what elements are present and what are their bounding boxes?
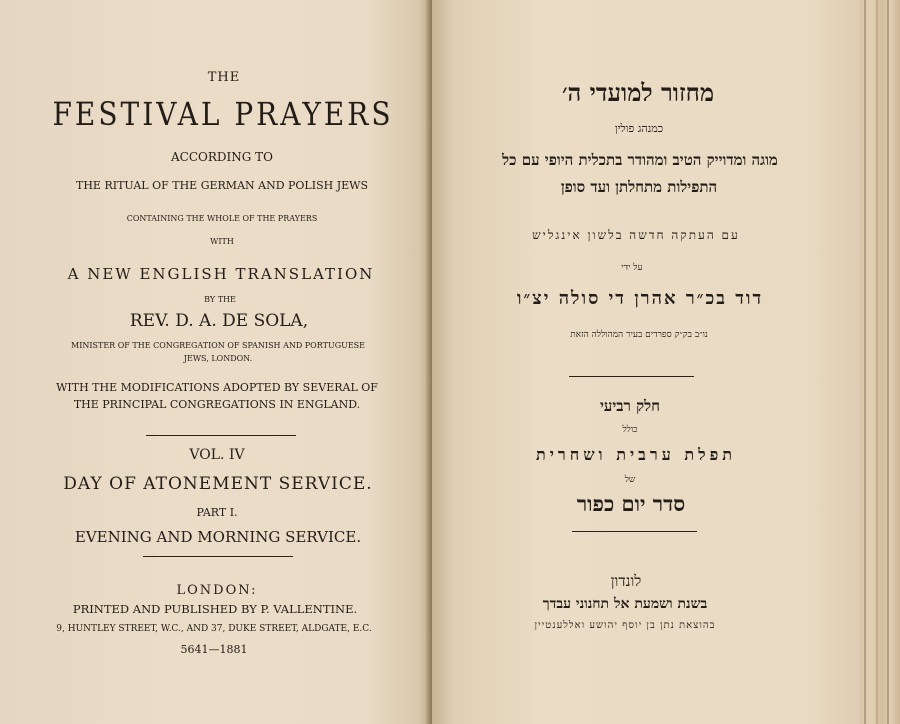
page-edges bbox=[860, 0, 900, 724]
volume: VOL. IV bbox=[189, 447, 245, 463]
containing-line: CONTAINING THE WHOLE OF THE PRAYERS bbox=[126, 214, 318, 223]
hebrew-desc-line-2: התפילות מתחלתן ועד סופן bbox=[560, 178, 718, 196]
city: LONDON: bbox=[176, 583, 258, 598]
minister-line-2: JEWS, LONDON. bbox=[183, 354, 253, 363]
minister-line-1: MINISTER OF THE CONGREGATION OF SPANISH AND PORTUGUESE bbox=[71, 341, 365, 350]
hebrew-order: סדר יום כפור bbox=[576, 491, 686, 516]
with-line: WITH bbox=[210, 237, 234, 246]
divider-rule-2 bbox=[143, 556, 293, 557]
hebrew-part: חלק רביעי bbox=[599, 397, 661, 415]
part-title: EVENING AND MORNING SERVICE. bbox=[74, 528, 362, 546]
ritual-line: THE RITUAL OF THE GERMAN AND POLISH JEWS bbox=[76, 179, 368, 192]
hebrew-of: של bbox=[624, 475, 636, 485]
hebrew-prayers: תפלת ערבית ושחרית bbox=[535, 445, 737, 464]
hebrew-translation-line: עם העתקה חדשה בלשון אינגליש bbox=[532, 228, 740, 242]
hebrew-publisher: בהוצאת נתן בן יוסף יהושע ואללענטיין bbox=[534, 620, 716, 631]
modifications-line-2: THE PRINCIPAL CONGREGATIONS IN ENGLAND. bbox=[73, 398, 361, 411]
hebrew-desc-line-1: מוגה ומדוייק הטיב ומהודר בתכלית היופי עם כל bbox=[502, 151, 778, 169]
by-the: BY THE bbox=[204, 295, 236, 304]
hebrew-divider-2 bbox=[572, 531, 697, 532]
hebrew-city: לונדון bbox=[610, 572, 642, 590]
author-name: REV. D. A. DE SOLA, bbox=[129, 311, 309, 331]
left-page bbox=[0, 0, 432, 724]
hebrew-includes: כולל bbox=[622, 425, 638, 435]
hebrew-custom: כמנהג פולין bbox=[614, 122, 664, 135]
divider-rule-1 bbox=[146, 435, 296, 436]
hebrew-minister: נו״ב בק״ק ספרדים בעיר המהוללה הזאת bbox=[570, 330, 708, 340]
hebrew-divider-1 bbox=[569, 376, 694, 377]
hebrew-year-line: בשנת ושמעת אל תחנוני עבדך bbox=[542, 596, 708, 612]
service-title: DAY OF ATONEMENT SERVICE. bbox=[63, 474, 373, 494]
hebrew-author: דוד בכ״ר אהרן די סולה יצ״ו bbox=[516, 288, 764, 309]
hebrew-title: מחזור למועדי ה׳ bbox=[561, 78, 715, 107]
part-number: PART I. bbox=[196, 506, 238, 519]
title-the: THE bbox=[207, 70, 241, 85]
publisher: PRINTED AND PUBLISHED BY P. VALLENTINE. bbox=[72, 602, 358, 616]
address: 9, HUNTLEY STREET, W.C., AND 37, DUKE STREET, ALDGATE, E.C. bbox=[56, 624, 372, 634]
translation-line: A NEW ENGLISH TRANSLATION bbox=[67, 265, 375, 283]
main-title: FESTIVAL PRAYERS bbox=[52, 96, 394, 133]
year: 5641—1881 bbox=[180, 643, 248, 656]
modifications-line-1: WITH THE MODIFICATIONS ADOPTED BY SEVERAL OF bbox=[56, 381, 378, 394]
right-page bbox=[432, 0, 872, 724]
according-to: ACCORDING TO bbox=[170, 150, 274, 164]
hebrew-by: על ידי bbox=[621, 263, 643, 273]
